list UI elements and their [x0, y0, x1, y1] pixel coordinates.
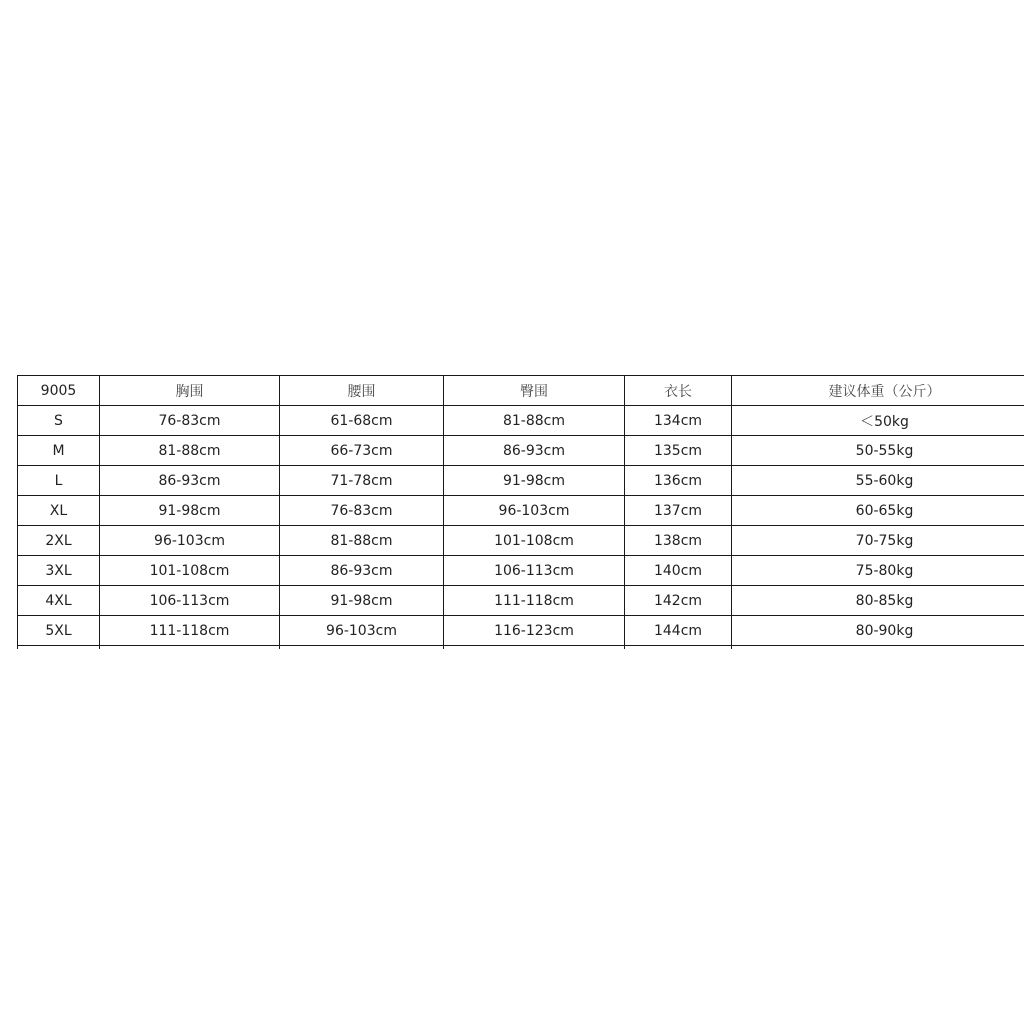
bust-cell: 111-118cm [100, 616, 280, 646]
hip-cell: 91-98cm [444, 466, 625, 496]
weight-cell: ＜50kg [732, 406, 1024, 436]
table-row [18, 556, 1024, 586]
length-cell: 136cm [625, 466, 732, 496]
waist-cell: 61-68cm [280, 406, 444, 436]
size-table [17, 375, 1024, 649]
header-model-code: 9005 [18, 376, 100, 406]
table-row [18, 586, 1024, 616]
bust-cell: 81-88cm [100, 436, 280, 466]
table-row-cropped [18, 646, 1024, 650]
length-cell: 140cm [625, 556, 732, 586]
bust-cell: 101-108cm [100, 556, 280, 586]
empty-cell [280, 646, 444, 650]
empty-cell [625, 646, 732, 650]
header-waist: 腰围 [280, 376, 444, 406]
bust-cell: 106-113cm [100, 586, 280, 616]
size-cell: 3XL [18, 556, 100, 586]
header-bust: 胸围 [100, 376, 280, 406]
hip-cell: 106-113cm [444, 556, 625, 586]
hip-cell: 96-103cm [444, 496, 625, 526]
weight-cell: 75-80kg [732, 556, 1024, 586]
size-cell: M [18, 436, 100, 466]
weight-cell: 60-65kg [732, 496, 1024, 526]
size-cell: XL [18, 496, 100, 526]
size-chart-table [17, 375, 1024, 653]
size-cell: L [18, 466, 100, 496]
waist-cell: 66-73cm [280, 436, 444, 466]
header-hip: 臀围 [444, 376, 625, 406]
length-cell: 144cm [625, 616, 732, 646]
weight-cell: 80-85kg [732, 586, 1024, 616]
table-row [18, 406, 1024, 436]
empty-cell [732, 646, 1024, 650]
size-cell: 5XL [18, 616, 100, 646]
waist-cell: 76-83cm [280, 496, 444, 526]
size-cell: 2XL [18, 526, 100, 556]
table-row [18, 616, 1024, 646]
length-cell: 135cm [625, 436, 732, 466]
weight-cell: 55-60kg [732, 466, 1024, 496]
table-row [18, 466, 1024, 496]
weight-cell: 70-75kg [732, 526, 1024, 556]
length-cell: 138cm [625, 526, 732, 556]
weight-cell: 50-55kg [732, 436, 1024, 466]
empty-cell [444, 646, 625, 650]
hip-cell: 116-123cm [444, 616, 625, 646]
waist-cell: 96-103cm [280, 616, 444, 646]
bust-cell: 91-98cm [100, 496, 280, 526]
size-cell: 4XL [18, 586, 100, 616]
waist-cell: 91-98cm [280, 586, 444, 616]
waist-cell: 86-93cm [280, 556, 444, 586]
waist-cell: 71-78cm [280, 466, 444, 496]
table-row [18, 436, 1024, 466]
weight-cell: 80-90kg [732, 616, 1024, 646]
length-cell: 134cm [625, 406, 732, 436]
waist-cell: 81-88cm [280, 526, 444, 556]
table-row [18, 496, 1024, 526]
hip-cell: 111-118cm [444, 586, 625, 616]
bust-cell: 86-93cm [100, 466, 280, 496]
header-length: 衣长 [625, 376, 732, 406]
length-cell: 137cm [625, 496, 732, 526]
empty-cell [18, 646, 100, 650]
bust-cell: 76-83cm [100, 406, 280, 436]
empty-cell [100, 646, 280, 650]
bust-cell: 96-103cm [100, 526, 280, 556]
header-weight: 建议体重（公斤） [732, 376, 1024, 406]
header-row [18, 376, 1024, 406]
hip-cell: 86-93cm [444, 436, 625, 466]
table-row [18, 526, 1024, 556]
size-cell: S [18, 406, 100, 436]
hip-cell: 101-108cm [444, 526, 625, 556]
hip-cell: 81-88cm [444, 406, 625, 436]
length-cell: 142cm [625, 586, 732, 616]
